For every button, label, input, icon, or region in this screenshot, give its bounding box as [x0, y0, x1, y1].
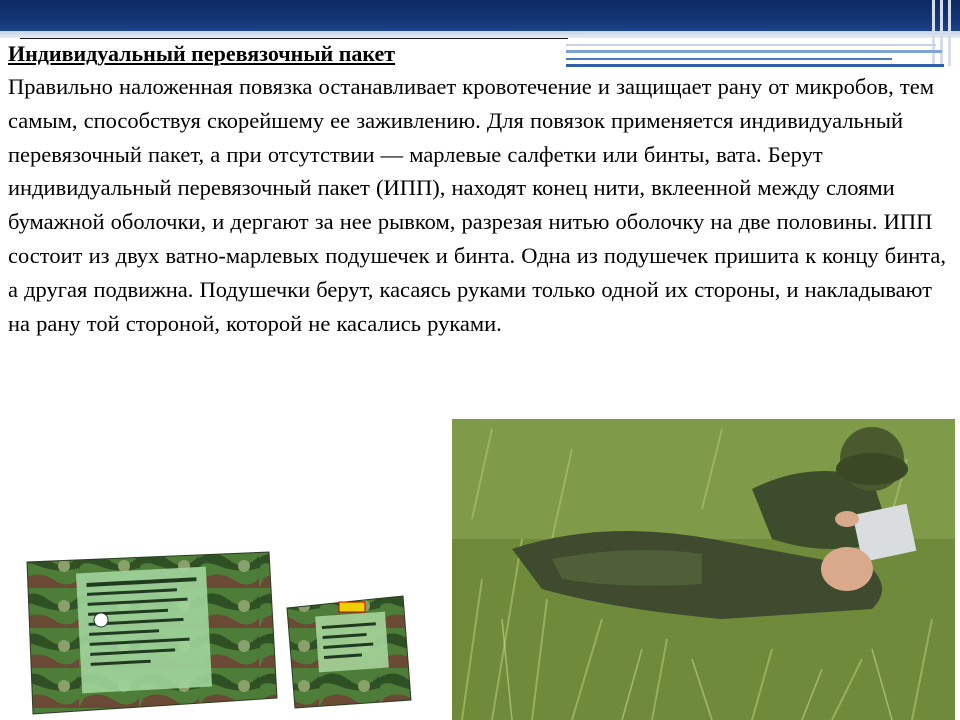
decor-line [566, 44, 936, 46]
decor-line [566, 58, 892, 60]
dressing-packets-image [19, 548, 423, 718]
top-banner [0, 0, 960, 31]
banner-stripe [932, 0, 935, 66]
decor-line [566, 50, 942, 53]
top-banner-highlight [0, 31, 960, 38]
slide-title: Индивидуальный перевязочный пакет [8, 41, 396, 66]
decor-line [566, 64, 944, 67]
decor-line [20, 38, 568, 39]
banner-stripe [948, 0, 951, 66]
banner-stripe [940, 0, 943, 66]
field-bandaging-photo [452, 419, 955, 720]
body-paragraph: Правильно наложенная повязка останавливает кровотечение и защищает рану от микробов, тем самым, способствуя скорейшему ее заживлению. Для повязок применяется индивидуальный перевязочный пакет, а при отсутствии — марлевые салфетки или бинты, вата. Берут индивидуальный перевязочный пакет (ИПП), находят конец нити, вклеенной между слоями бумажной оболочки, и дергают за нее рывком, разрезая нитью оболочку на две половины. ИПП состоит из двух ватно-марлевых подушечек и бинта. Одна из подушечек пришита к концу бинта, а другая подвижна. Подушечки берут, касаясь руками только одной их стороны, и накладывают на рану той стороной, которой не касались руками. [8, 74, 947, 336]
